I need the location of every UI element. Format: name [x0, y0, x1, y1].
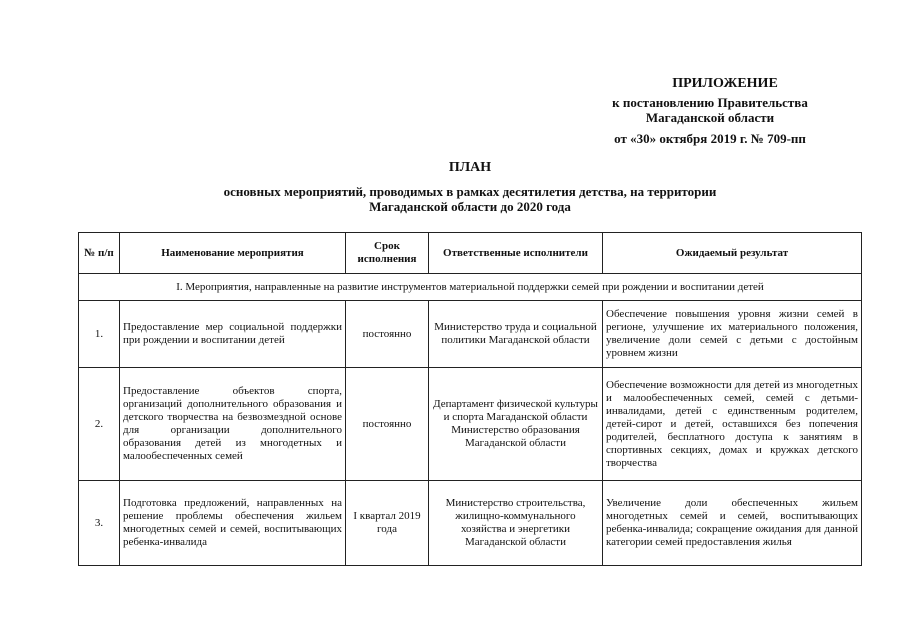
appendix-title: ПРИЛОЖЕНИЕ [672, 76, 778, 91]
row-number: 3. [79, 481, 120, 566]
row-result: Обеспечение повышения уровня жизни семей в регионе, улучшение их материального положения, увеличение доли семей с детьми с достойным уровнем жизни [603, 301, 862, 368]
row-term: I квартал 2019 года [346, 481, 429, 566]
table-row [79, 368, 862, 481]
plan-title: ПЛАН [448, 160, 492, 175]
plan-table [78, 232, 862, 566]
row-term: постоянно [346, 368, 429, 481]
column-header-executor: Ответственные исполнители [429, 233, 603, 274]
section-title: I. Мероприятия, направленные на развитие инструментов материальной поддержки семей при рождении и воспитании детей [79, 274, 862, 301]
row-executor: Министерство строительства, жилищно-коммунального хозяйства и энергетики Магаданской области [429, 481, 603, 566]
plan-subtitle: основных мероприятий, проводимых в рамках десятилетия детства, на территории Магаданской области до 2020 года [223, 184, 717, 214]
table-row [79, 481, 862, 566]
table-row [79, 301, 862, 368]
appendix-date: от «30» октября 2019 г. № 709-пп [614, 131, 806, 146]
column-header-number: № п/п [79, 233, 120, 274]
appendix-block [560, 76, 860, 146]
row-term: постоянно [346, 301, 429, 368]
plan-heading [200, 160, 740, 214]
row-name: Предоставление объектов спорта, организаций дополнительного образования и детского творчества на безвозмездной основе для организации дополнительного образования детей из многодетных и малообеспеченных семей [120, 368, 346, 481]
column-header-result: Ожидаемый результат [603, 233, 862, 274]
row-name: Подготовка предложений, направленных на решение проблемы обеспечения жильем многодетных семей и семей, воспитывающих ребенка-инвалида [120, 481, 346, 566]
appendix-line-2: Магаданской области [645, 110, 775, 125]
appendix-line-1: к постановлению Правительства [612, 95, 808, 110]
column-header-name: Наименование мероприятия [120, 233, 346, 274]
row-name: Предоставление мер социальной поддержки при рождении и воспитании детей [120, 301, 346, 368]
row-result: Увеличение доли обеспеченных жильем многодетных семей и семей, воспитывающих ребенка-инвалида; сокращение ожидания для данной категории семей предоставления жилья [603, 481, 862, 566]
row-result: Обеспечение возможности для детей из многодетных и малообеспеченных семей, семей с детьми-инвалидами, детей с единственным родителем, детей-сирот и детей, оставшихся без попечения родителей, бесплатного доступа к занятиям в спортивных секциях, домах и кружках детского творчества [603, 368, 862, 481]
row-number: 2. [79, 368, 120, 481]
row-executor: Министерство труда и социальной политики Магаданской области [429, 301, 603, 368]
row-executor: Департамент физической культуры и спорта Магаданской области Министерство образования Магаданской области [429, 368, 603, 481]
row-number: 1. [79, 301, 120, 368]
table-header-row [79, 233, 862, 274]
column-header-term: Срок исполнения [346, 233, 429, 274]
section-row [79, 274, 862, 301]
